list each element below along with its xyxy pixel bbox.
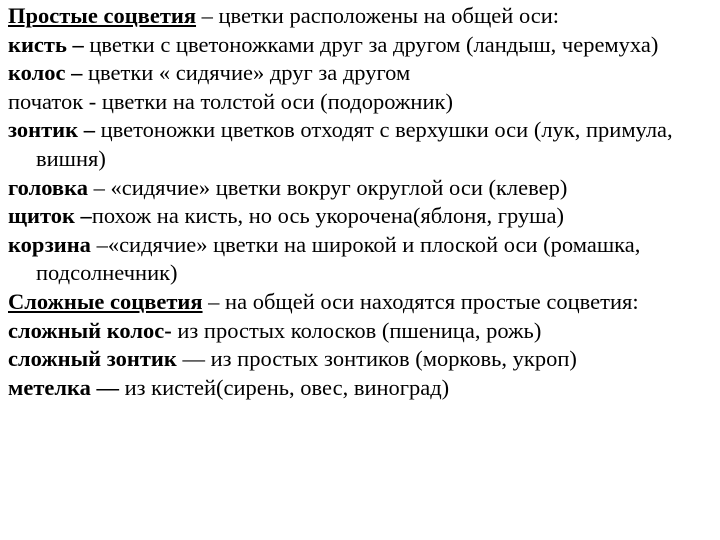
heading-compound-inflorescences xyxy=(8,288,714,317)
entry-raceme xyxy=(8,31,714,60)
term: Сложные соцветия xyxy=(8,288,203,314)
term: зонтик – xyxy=(8,117,95,143)
heading-simple-inflorescences xyxy=(8,2,714,31)
term: метелка — xyxy=(8,374,119,400)
definition: цветки « сидячие» друг за другом xyxy=(82,60,411,86)
entry-panicle xyxy=(8,374,714,403)
entry-compound-umbel xyxy=(8,345,714,374)
definition: цветки с цветоножками друг за другом (ландыш, черемуха) xyxy=(83,31,659,57)
definition: из кистей(сирень, овес, виноград) xyxy=(118,374,450,400)
definition: – цветки расположены на общей оси: xyxy=(196,3,560,28)
entry-compound-spike xyxy=(8,317,714,346)
entry-spadix xyxy=(8,88,714,117)
entry-spike xyxy=(8,59,714,88)
term: Простые соцветия xyxy=(8,3,197,28)
term: корзина xyxy=(8,231,91,257)
term: щиток – xyxy=(8,203,92,229)
definition: похож на кисть, но ось укорочена(яблоня, груша) xyxy=(91,203,564,229)
entry-head xyxy=(8,174,714,203)
entry-umbel xyxy=(8,116,714,173)
definition: –«сидячие» цветки на широкой и плоской оси (ромашка, подсолнечник) xyxy=(36,231,641,286)
term: сложный колос- xyxy=(8,317,172,343)
definition: цветоножки цветков отходят с верхушки оси (лук, примула, вишня) xyxy=(36,117,673,171)
term: головка xyxy=(8,174,88,200)
entry-capitulum xyxy=(8,231,714,288)
term: кисть – xyxy=(8,31,84,57)
term: сложный зонтик xyxy=(8,346,177,372)
definition: початок - цветки на толстой оси (подорожник) xyxy=(8,88,453,114)
definition: – на общей оси находятся простые соцветия: xyxy=(202,288,639,314)
definition: – «сидячие» цветки вокруг округлой оси (клевер) xyxy=(87,174,568,200)
entry-corymb xyxy=(8,202,714,231)
term: колос – xyxy=(8,60,83,86)
definition: из простых колосков (пшеница, рожь) xyxy=(171,317,542,343)
slide-content xyxy=(8,2,714,402)
definition: — из простых зонтиков (морковь, укроп) xyxy=(176,346,577,372)
